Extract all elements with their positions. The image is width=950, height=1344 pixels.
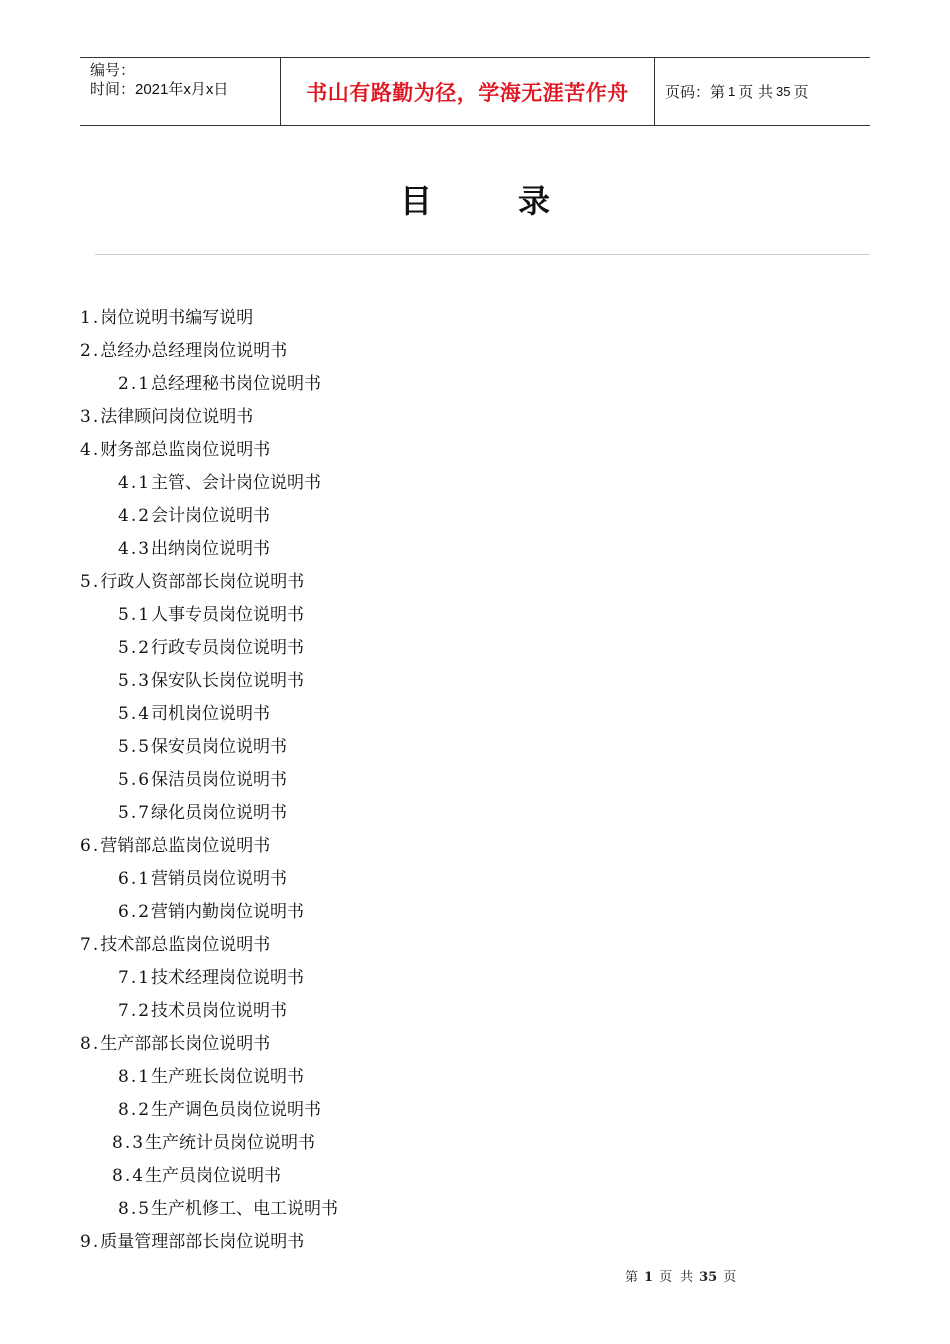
toc-number: 8.4 <box>112 1166 146 1186</box>
footer-total-prefix: 共 <box>680 1270 694 1285</box>
toc-title: 营销员岗位说明书 <box>151 869 288 889</box>
toc-entry[interactable] <box>80 302 253 335</box>
header-page-info <box>655 58 870 125</box>
footer-mid: 页 <box>659 1270 673 1285</box>
toc-number: 9. <box>80 1232 101 1252</box>
toc-title: 司机岗位说明书 <box>151 704 271 724</box>
toc-title: 总经理秘书岗位说明书 <box>151 374 322 394</box>
toc-number: 8.5 <box>118 1199 152 1219</box>
toc-subentry[interactable] <box>118 698 270 731</box>
toc-entry[interactable] <box>80 434 270 467</box>
toc-entry[interactable] <box>80 566 304 599</box>
toc-subentry[interactable] <box>118 533 270 566</box>
toc-title: 技术部总监岗位说明书 <box>100 935 271 955</box>
toc-number: 6. <box>80 836 101 856</box>
toc-number: 4.3 <box>118 539 152 559</box>
toc-title: 生产部部长岗位说明书 <box>100 1034 271 1054</box>
toc-title: 主管、会计岗位说明书 <box>151 473 322 493</box>
document-date: 时间：2021年x月x日 <box>90 81 229 98</box>
toc-number: 5.6 <box>118 770 152 790</box>
toc-title: 生产员岗位说明书 <box>145 1166 282 1186</box>
toc-subentry[interactable] <box>118 896 304 929</box>
toc-number: 2. <box>80 341 101 361</box>
toc-title: 生产机修工、电工说明书 <box>151 1199 339 1219</box>
page-header <box>80 57 870 126</box>
toc-subentry[interactable] <box>118 1094 321 1127</box>
toc-title: 出纳岗位说明书 <box>151 539 271 559</box>
toc-subentry[interactable] <box>118 665 304 698</box>
header-page-total: 35 <box>776 84 791 99</box>
toc-number: 1. <box>80 308 101 328</box>
toc-entry[interactable] <box>80 929 270 962</box>
toc-subentry[interactable] <box>118 632 304 665</box>
toc-subentry[interactable] <box>118 467 321 500</box>
toc-number: 5. <box>80 572 101 592</box>
toc-number: 7.1 <box>118 968 152 988</box>
toc-subentry[interactable] <box>118 962 304 995</box>
toc-number: 5.3 <box>118 671 152 691</box>
toc-subentry[interactable] <box>118 797 287 830</box>
toc-number: 7. <box>80 935 101 955</box>
toc-number: 2.1 <box>118 374 152 394</box>
toc-number: 5.7 <box>118 803 152 823</box>
toc-subentry[interactable] <box>118 1193 338 1226</box>
toc-title: 人事专员岗位说明书 <box>151 605 305 625</box>
title-char-1: 目 <box>399 182 432 220</box>
header-motto: 书山有路勤为径，学海无涯苦作舟 <box>280 58 655 125</box>
page-title <box>0 176 950 226</box>
header-page-mid: 页 共 <box>738 83 774 101</box>
toc-title: 质量管理部部长岗位说明书 <box>100 1232 305 1252</box>
toc-number: 7.2 <box>118 1001 152 1021</box>
toc-subentry[interactable] <box>118 1061 304 1094</box>
toc-number: 8.3 <box>112 1133 146 1153</box>
header-page-label: 页码：第 <box>665 83 726 101</box>
toc-number: 8.2 <box>118 1100 152 1120</box>
toc-entry[interactable] <box>80 401 253 434</box>
toc-title: 保洁员岗位说明书 <box>151 770 288 790</box>
toc-title: 行政专员岗位说明书 <box>151 638 305 658</box>
footer-suffix: 页 <box>723 1270 737 1285</box>
toc-subentry[interactable] <box>118 500 270 533</box>
toc-number: 8.1 <box>118 1067 152 1087</box>
toc-subentry[interactable] <box>118 764 287 797</box>
toc-subentry[interactable] <box>118 995 287 1028</box>
toc-number: 4. <box>80 440 101 460</box>
header-page-current: 1 <box>728 84 736 99</box>
header-page-end: 页 <box>793 83 809 101</box>
title-char-2: 录 <box>518 182 551 220</box>
toc-subentry[interactable] <box>118 863 287 896</box>
toc-title: 保安队长岗位说明书 <box>151 671 305 691</box>
toc-number: 4.2 <box>118 506 152 526</box>
toc-number: 3. <box>80 407 101 427</box>
toc-subentry[interactable] <box>118 731 287 764</box>
toc-title: 绿化员岗位说明书 <box>151 803 288 823</box>
toc-title: 技术经理岗位说明书 <box>151 968 305 988</box>
toc-title: 生产统计员岗位说明书 <box>145 1133 316 1153</box>
toc-number: 6.2 <box>118 902 152 922</box>
toc-title: 营销部总监岗位说明书 <box>100 836 271 856</box>
toc-subentry[interactable] <box>112 1160 281 1193</box>
footer-page-info <box>625 1266 736 1285</box>
toc-number: 5.2 <box>118 638 152 658</box>
toc-title: 生产调色员岗位说明书 <box>151 1100 322 1120</box>
toc-subentry[interactable] <box>112 1127 315 1160</box>
toc-title: 技术员岗位说明书 <box>151 1001 288 1021</box>
toc-title: 岗位说明书编写说明 <box>100 308 254 328</box>
title-divider <box>95 254 870 255</box>
toc-number: 8. <box>80 1034 101 1054</box>
toc-subentry[interactable] <box>118 599 304 632</box>
toc-title: 会计岗位说明书 <box>151 506 271 526</box>
toc-title: 法律顾问岗位说明书 <box>100 407 254 427</box>
toc-title: 营销内勤岗位说明书 <box>151 902 305 922</box>
toc-title: 行政人资部部长岗位说明书 <box>100 572 305 592</box>
toc-entry[interactable] <box>80 335 287 368</box>
toc-number: 5.4 <box>118 704 152 724</box>
toc-entry[interactable] <box>80 1028 270 1061</box>
toc-title: 保安员岗位说明书 <box>151 737 288 757</box>
toc-number: 5.5 <box>118 737 152 757</box>
document-number-label: 编号： <box>90 62 136 79</box>
toc-number: 6.1 <box>118 869 152 889</box>
header-meta <box>80 58 280 125</box>
toc-subentry[interactable] <box>118 368 321 401</box>
toc-title: 财务部总监岗位说明书 <box>100 440 271 460</box>
toc-number: 5.1 <box>118 605 152 625</box>
toc-title: 总经办总经理岗位说明书 <box>100 341 288 361</box>
toc-entry[interactable] <box>80 1226 304 1259</box>
footer-page-total: 35 <box>699 1270 718 1285</box>
toc-entry[interactable] <box>80 830 270 863</box>
footer-page-current: 1 <box>644 1270 654 1285</box>
toc-title: 生产班长岗位说明书 <box>151 1067 305 1087</box>
footer-prefix: 第 <box>625 1270 639 1285</box>
toc-number: 4.1 <box>118 473 152 493</box>
